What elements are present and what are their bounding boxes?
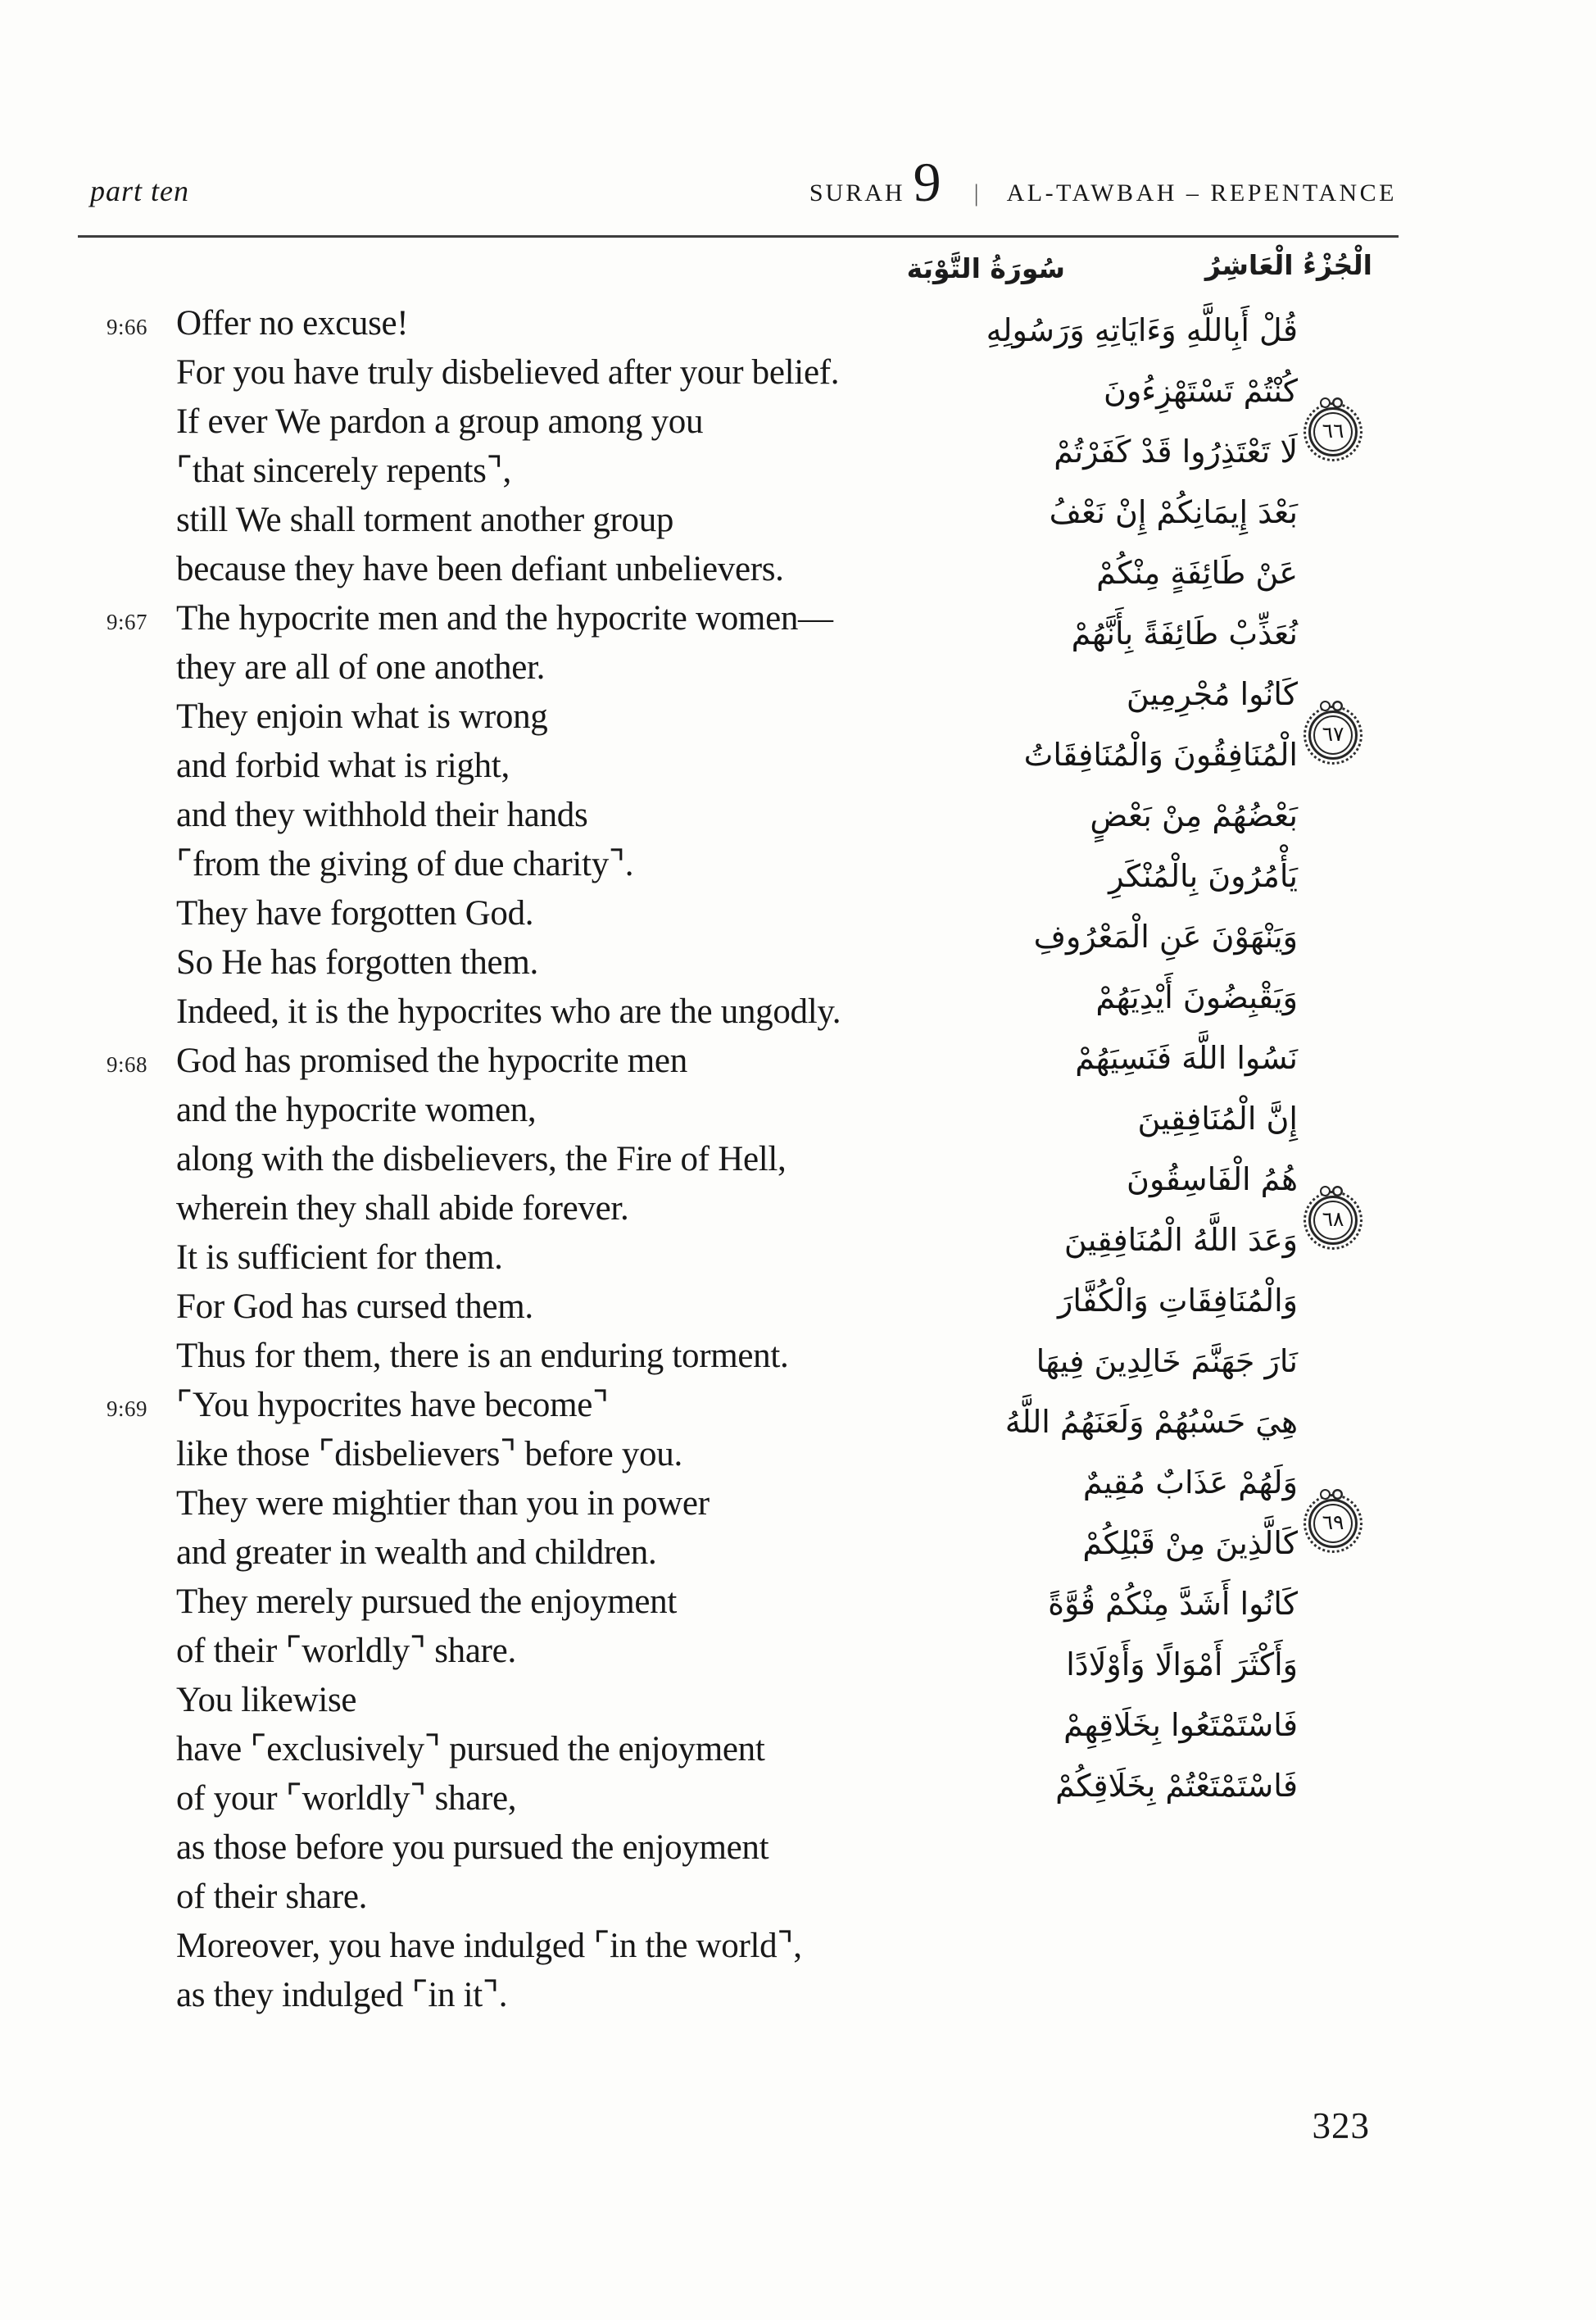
verse-number-medallion: ٦٧ — [1308, 711, 1358, 760]
arabic-line — [905, 1695, 1368, 1755]
english-verse-text: It is sufficient for them. — [176, 1238, 503, 1277]
verse-reference — [107, 1431, 176, 1480]
english-line — [107, 1136, 959, 1185]
english-verse-text: of their share. — [176, 1877, 368, 1916]
english-line — [107, 644, 959, 693]
english-verse-text: wherein they shall abide forever. — [176, 1189, 629, 1228]
english-line — [107, 939, 959, 988]
english-verse-text: Moreover, you have indulged ⌜in the world⌝, — [176, 1927, 802, 1965]
english-verse-text: They enjoin what is wrong — [176, 697, 548, 736]
arabic-line — [905, 846, 1368, 906]
english-line — [107, 1578, 959, 1628]
header-rule — [78, 235, 1399, 238]
english-verse-text: Offer no excuse! — [176, 304, 409, 343]
english-line — [107, 1185, 959, 1234]
english-verse-text: ⌜You hypocrites have become⌝ — [176, 1386, 609, 1424]
arabic-line — [905, 1028, 1368, 1088]
arabic-verse-text: وَأَكْثَرَ أَمْوَالًا وَأَوْلَادًا — [1066, 1646, 1298, 1682]
verse-reference — [107, 792, 176, 841]
arabic-line — [905, 361, 1368, 421]
surah-header — [809, 151, 1397, 213]
arabic-verse-text: وَيَنْهَوْنَ عَنِ الْمَعْرُوفِ — [1033, 919, 1298, 955]
verse-reference — [107, 1529, 176, 1578]
surah-title: AL-TAWBAH – REPENTANCE — [1006, 179, 1397, 207]
english-verse-text: For God has cursed them. — [176, 1287, 533, 1326]
arabic-line — [905, 1207, 1368, 1270]
english-verse-text: ⌜from the giving of due charity⌝. — [176, 845, 634, 883]
arabic-line — [905, 664, 1368, 724]
arabic-verse-text: كَانُوا مُجْرِمِينَ — [1126, 676, 1298, 712]
arabic-verse-text: عَنْ طَائِفَةٍ مِنْكُمْ — [1096, 555, 1298, 591]
english-line — [107, 1283, 959, 1333]
english-line — [107, 1775, 959, 1824]
english-verse-text: Indeed, it is the hypocrites who are the ungodly. — [176, 992, 841, 1031]
arabic-line — [905, 1270, 1368, 1331]
english-verse-text: Thus for them, there is an enduring torment. — [176, 1337, 789, 1375]
arabic-line — [905, 1510, 1368, 1573]
english-line — [107, 841, 959, 890]
verse-reference — [107, 1480, 176, 1529]
verse-reference — [107, 1775, 176, 1824]
arabic-juz-title-calligraphy: الْجُزْءُ الْعَاشِرُ — [1204, 249, 1372, 281]
page-number: 323 — [1312, 2105, 1370, 2146]
verse-reference — [107, 1283, 176, 1333]
verse-reference — [107, 1628, 176, 1677]
english-verse-text: they are all of one another. — [176, 648, 546, 687]
verse-reference — [107, 497, 176, 546]
page-header — [90, 151, 1397, 213]
arabic-line — [905, 300, 1368, 361]
verse-reference: 9:67 — [107, 610, 148, 634]
english-line — [107, 1677, 959, 1726]
verse-reference — [107, 1923, 176, 1972]
english-line — [107, 1037, 959, 1087]
arabic-line — [905, 482, 1368, 543]
arabic-verse-text: الْمُنَافِقُونَ وَالْمُنَافِقَاتُ — [1023, 737, 1298, 773]
english-line — [107, 1873, 959, 1923]
verse-reference: 9:66 — [107, 315, 148, 339]
arabic-verse-text: هُمُ الْفَاسِقُونَ — [1127, 1161, 1298, 1197]
english-verse-text: For you have truly disbelieved after your belief. — [176, 353, 840, 392]
arabic-verse-text: كَانُوا أَشَدَّ مِنْكُمْ قُوَّةً — [1048, 1586, 1298, 1622]
english-verse-text: and forbid what is right, — [176, 747, 510, 785]
verse-reference — [107, 546, 176, 595]
english-verse-text: as they indulged ⌜in it⌝. — [176, 1976, 508, 2014]
english-verse-text: and greater in wealth and children. — [176, 1533, 657, 1572]
arabic-line — [905, 906, 1368, 967]
verse-reference — [107, 1578, 176, 1628]
verse-marker-slot — [1298, 1207, 1368, 1264]
surah-word: SURAH — [809, 179, 905, 207]
verse-reference — [107, 1972, 176, 2021]
english-verse-text: You likewise — [176, 1681, 357, 1719]
english-line — [107, 1529, 959, 1578]
arabic-verse-text: وَلَهُمْ عَذَابٌ مُقِيمٌ — [1082, 1464, 1298, 1501]
english-verse-text: still We shall torment another group — [176, 501, 674, 539]
arabic-verse-text: نَارَ جَهَنَّمَ خَالِدِينَ فِيهَا — [1036, 1343, 1298, 1379]
english-line — [107, 1824, 959, 1873]
english-line — [107, 398, 959, 447]
verse-marker-slot — [1298, 419, 1368, 476]
english-line — [107, 1726, 959, 1775]
arabic-running-head — [0, 246, 1596, 303]
arabic-line — [905, 1573, 1368, 1634]
verse-reference — [107, 693, 176, 742]
english-verse-text: So He has forgotten them. — [176, 943, 538, 982]
arabic-verse-text: قُلْ أَبِاللَّهِ وَءَايَاتِهِ وَرَسُولِهِ — [986, 312, 1298, 348]
english-verse-text: like those ⌜disbelievers⌝ before you. — [176, 1435, 682, 1473]
arabic-line — [905, 1149, 1368, 1210]
english-verse-text: They merely pursued the enjoyment — [176, 1582, 678, 1621]
verse-reference — [107, 890, 176, 939]
arabic-line — [905, 603, 1368, 664]
arabic-verse-text: هِيَ حَسْبُهُمْ وَلَعَنَهُمُ اللَّهُ — [1004, 1404, 1298, 1440]
english-line — [107, 300, 959, 349]
arabic-line — [905, 967, 1368, 1028]
verse-reference — [107, 742, 176, 792]
english-line — [107, 742, 959, 792]
verse-reference — [107, 988, 176, 1037]
arabic-verse-text: نُعَذِّبْ طَائِفَةً بِأَنَّهُمْ — [1071, 615, 1298, 652]
verse-reference: 9:68 — [107, 1052, 148, 1077]
english-line — [107, 792, 959, 841]
arabic-verse-text: لَا تَعْتَذِرُوا قَدْ كَفَرْتُمْ — [1054, 434, 1298, 470]
part-label: part ten — [90, 175, 189, 207]
arabic-verse-text: وَالْمُنَافِقَاتِ وَالْكُفَّارَ — [1058, 1283, 1298, 1319]
verse-reference — [107, 1185, 176, 1234]
english-verse-text: They were mightier than you in power — [176, 1484, 710, 1523]
verse-reference — [107, 349, 176, 398]
arabic-verse-text: بَعْضُهُمْ مِنْ بَعْضٍ — [1090, 797, 1298, 833]
english-line — [107, 1431, 959, 1480]
english-verse-text: God has promised the hypocrite men — [176, 1042, 687, 1080]
english-line — [107, 1923, 959, 1972]
arabic-verse-text: كُنْتُمْ تَسْتَهْزِءُونَ — [1104, 373, 1298, 409]
english-verse-text: of their ⌜worldly⌝ share. — [176, 1632, 516, 1670]
english-line — [107, 1480, 959, 1529]
arabic-surah-title-calligraphy: سُورَةُ التَّوْبَة — [906, 252, 1065, 284]
verse-reference — [107, 841, 176, 890]
surah-number: 9 — [913, 151, 941, 213]
arabic-verse-text: بَعْدَ إِيمَانِكُمْ إِنْ نَعْفُ — [1049, 494, 1298, 530]
english-line — [107, 497, 959, 546]
english-line — [107, 1972, 959, 2021]
verse-reference — [107, 1873, 176, 1923]
english-line — [107, 890, 959, 939]
arabic-line — [905, 1452, 1368, 1513]
arabic-line — [905, 785, 1368, 846]
arabic-line — [905, 724, 1368, 785]
arabic-line — [905, 421, 1368, 482]
english-verse-text: of your ⌜worldly⌝ share, — [176, 1779, 517, 1818]
arabic-verse-text: كَالَّذِينَ مِنْ قَبْلِكُمْ — [1082, 1525, 1298, 1561]
english-verse-text: and they withhold their hands — [176, 796, 588, 834]
verse-reference — [107, 939, 176, 988]
verse-marker-slot — [1298, 1510, 1368, 1568]
verse-number-medallion: ٦٦ — [1308, 407, 1358, 456]
english-line — [107, 1087, 959, 1136]
verse-number-medallion: ٦٩ — [1308, 1499, 1358, 1548]
verse-reference — [107, 1333, 176, 1382]
arabic-line — [905, 1634, 1368, 1695]
english-verse-text: The hypocrite men and the hypocrite women— — [176, 599, 833, 638]
verse-reference — [107, 1234, 176, 1283]
english-verse-text: because they have been defiant unbelievers. — [176, 550, 784, 588]
english-line — [107, 595, 959, 644]
arabic-verse-text: فَاسْتَمْتَعُوا بِخَلَاقِهِمْ — [1063, 1707, 1298, 1743]
english-line — [107, 349, 959, 398]
english-verse-text: If ever We pardon a group among you — [176, 402, 704, 441]
arabic-verse-text: إِنَّ الْمُنَافِقِينَ — [1137, 1101, 1298, 1137]
verse-reference — [107, 447, 176, 497]
arabic-verse-text: وَيَقْبِضُونَ أَيْدِيَهُمْ — [1095, 979, 1298, 1015]
english-verse-text: and the hypocrite women, — [176, 1091, 537, 1129]
english-verse-text: as those before you pursued the enjoyment — [176, 1828, 769, 1867]
english-line — [107, 1333, 959, 1382]
english-verse-text: They have forgotten God. — [176, 894, 534, 933]
english-line — [107, 1382, 959, 1431]
arabic-verse-text: يَأْمُرُونَ بِالْمُنْكَرِ — [1109, 858, 1298, 894]
arabic-line — [905, 543, 1368, 603]
arabic-verse-text: وَعَدَ اللَّهُ الْمُنَافِقِينَ — [1063, 1222, 1298, 1258]
arabic-line — [905, 1331, 1368, 1392]
arabic-line — [905, 1088, 1368, 1149]
verse-reference — [107, 1087, 176, 1136]
english-verse-text: have ⌜exclusively⌝ pursued the enjoyment — [176, 1730, 765, 1768]
verse-reference — [107, 644, 176, 693]
english-line — [107, 546, 959, 595]
verse-reference — [107, 1726, 176, 1775]
english-verse-text: ⌜that sincerely repents⌝, — [176, 452, 511, 490]
arabic-verse-text: فَاسْتَمْتَعْتُمْ بِخَلَاقِكُمْ — [1055, 1768, 1298, 1804]
header-separator: | — [973, 179, 979, 207]
verse-reference — [107, 1136, 176, 1185]
arabic-line — [905, 1755, 1368, 1816]
english-line — [107, 1628, 959, 1677]
verse-marker-slot — [1298, 722, 1368, 779]
english-line — [107, 693, 959, 742]
english-line — [107, 447, 959, 497]
arabic-quran-column — [905, 300, 1368, 1816]
arabic-line — [905, 1392, 1368, 1452]
verse-reference — [107, 1824, 176, 1873]
english-line — [107, 1234, 959, 1283]
english-verse-text: along with the disbelievers, the Fire of Hell, — [176, 1140, 787, 1178]
english-translation-column — [107, 300, 959, 2021]
verse-reference — [107, 398, 176, 447]
verse-reference: 9:69 — [107, 1396, 148, 1421]
verse-reference — [107, 1677, 176, 1726]
arabic-verse-text: نَسُوا اللَّهَ فَنَسِيَهُمْ — [1075, 1040, 1298, 1076]
verse-number-medallion: ٦٨ — [1308, 1196, 1358, 1245]
english-line — [107, 988, 959, 1037]
